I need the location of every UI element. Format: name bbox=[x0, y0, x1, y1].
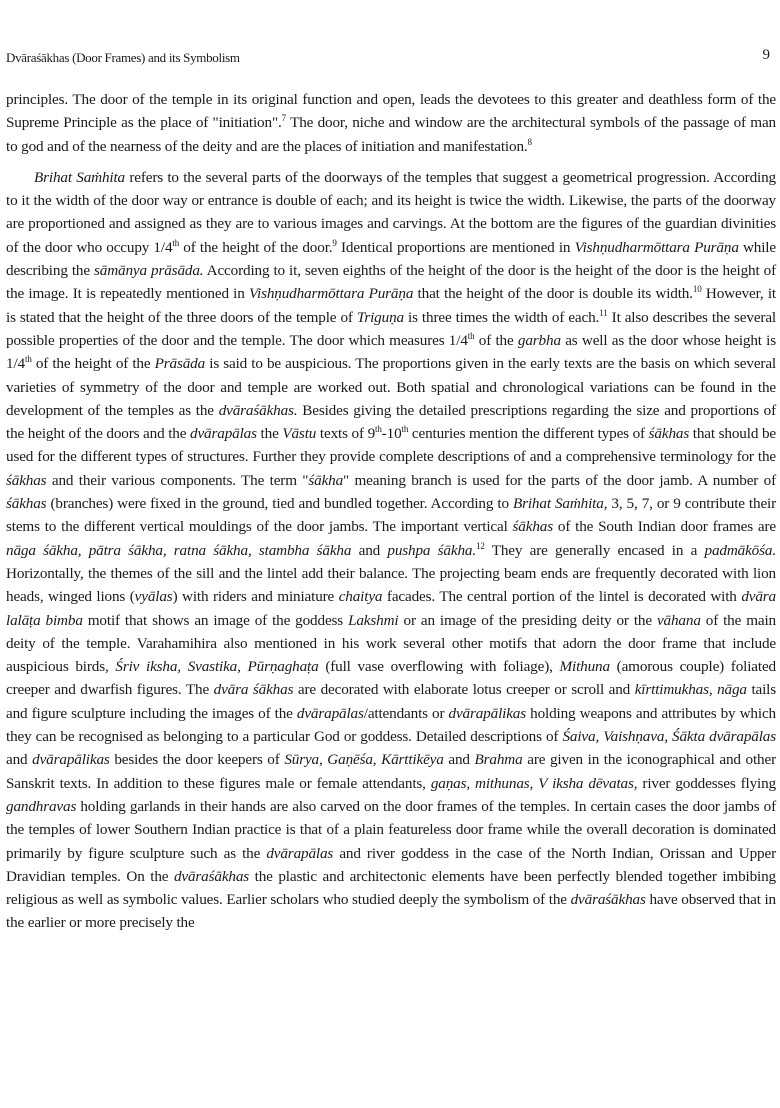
superscript: th bbox=[401, 424, 409, 435]
italic-term: Vāstu bbox=[282, 425, 317, 443]
body-text bbox=[6, 88, 776, 943]
text-run: the bbox=[256, 425, 283, 443]
text-run: The door, niche and window are the architectural symbols of the passage of man to god and of the nearness of the deity and are the places of initiation and manifestation. bbox=[6, 114, 777, 155]
italic-term: dvārapālas bbox=[190, 425, 257, 443]
italic-term: śākhas bbox=[6, 471, 47, 489]
italic-term: Brahma bbox=[474, 751, 523, 769]
italic-term: śākha bbox=[308, 471, 344, 489]
italic-term: chaitya bbox=[338, 588, 383, 606]
text-run: It also describes the several possible properties of the door and the temple. The door which measures 1/4 bbox=[6, 308, 776, 349]
text-run: /attendants or bbox=[363, 704, 449, 722]
superscript: 12 bbox=[476, 540, 485, 551]
italic-term: dvāraśākhas bbox=[570, 891, 646, 909]
italic-term: dvārapālikas bbox=[32, 751, 110, 769]
text-run: and bbox=[6, 751, 33, 769]
paragraph-1 bbox=[6, 88, 776, 158]
italic-term: Brihat Saṁhita bbox=[512, 495, 604, 513]
text-run: Horizontally, the themes of the sill and the lintel add their balance. The projecting beam ends are frequently decorated with lion heads, winged lions ( bbox=[6, 564, 776, 606]
italic-term: kīrttimukhas, nāga bbox=[634, 681, 747, 699]
text-run: , 3, 5, 7, or 9 contribute their stems to the different vertical mouldings of the door jambs. The important vertical bbox=[6, 495, 777, 536]
italic-term: Vishṇudharmōttara Purāṇa bbox=[574, 238, 739, 256]
text-run: of the South Indian door frames are bbox=[553, 518, 776, 536]
italic-term: dvāra lalāṭa bimba bbox=[6, 588, 776, 629]
text-run: They are generally encased in a bbox=[484, 541, 705, 559]
superscript: th bbox=[467, 330, 475, 341]
text-run: is three times the width of each. bbox=[403, 308, 600, 326]
italic-term: gaṇas, mithunas, V iksha dēvatas, bbox=[430, 774, 638, 792]
italic-term: vyālas bbox=[134, 588, 173, 606]
text-run: of the height of the bbox=[31, 355, 155, 373]
text-run: holding weapons and attributes by which they can be recognised as belonging to a particular God or goddess. Detailed descriptions of bbox=[6, 704, 776, 746]
text-run: and bbox=[351, 541, 388, 559]
text-run: (full vase overflowing with foliage), bbox=[318, 658, 560, 676]
text-run: ) with riders and miniature bbox=[172, 588, 339, 606]
text-run: and bbox=[443, 751, 475, 769]
running-header bbox=[6, 47, 770, 70]
text-run: centuries mention the different types of bbox=[408, 425, 649, 443]
superscript: 10 bbox=[692, 284, 702, 295]
text-run: refers to the several parts of the doorways of the temples that suggest a geometrical progression. According to it the width of the door way or entrance is double of each; and its height is twice the width. Likewise, the parts of the doorway are proportioned and assigned as they are to various images and carvings. At the bottom are the figures of the guardian divinities of the door who occupy 1/4 bbox=[6, 168, 776, 256]
text-run: Besides giving the detailed prescriptions regarding the size and proportions of the height of the doors and the bbox=[6, 401, 776, 443]
text-run: and their various components. The term " bbox=[46, 471, 309, 489]
text-run: as well as the door whose height is 1/4 bbox=[6, 331, 776, 373]
italic-term: Triguṇa bbox=[356, 308, 404, 326]
italic-term: Śaiva, Vaishṇava, Śākta dvārapālas bbox=[562, 728, 776, 746]
italic-term: dvāra śākhas bbox=[213, 681, 294, 699]
superscript: 7 bbox=[281, 113, 287, 124]
italic-term: Sūrya, Gaṇēśa, Kārttikēya bbox=[284, 751, 444, 769]
superscript: 8 bbox=[527, 136, 532, 147]
text-run: (amorous couple) foliated creeper and dwarfish figures. The bbox=[6, 658, 776, 699]
superscript: 11 bbox=[599, 307, 608, 318]
text-run: According to it, seven eighths of the height of the door is the height of the door is the height of the image. It is repeatedly mentioned in bbox=[6, 262, 776, 303]
italic-term: Brihat Saṁhita bbox=[34, 168, 125, 186]
running-title: Dvāraśākhas (Door Frames) and its Symbolism bbox=[6, 50, 240, 65]
text-run: besides the door keepers of bbox=[109, 751, 285, 769]
italic-term: Śriv iksha, Svastika, Pūrṇaghaṭa bbox=[115, 658, 319, 676]
italic-term: śākhas bbox=[6, 495, 47, 513]
italic-term: padmākōśa. bbox=[704, 541, 776, 559]
superscript: 9 bbox=[332, 237, 337, 248]
text-run: principles. The door of the temple in its original function and open, leads the devotees to this greater and deathless form of the Supreme Principle as the place of "initiation". bbox=[6, 91, 776, 132]
text-run: while describing the bbox=[6, 238, 776, 280]
italic-term: śākhas bbox=[512, 518, 553, 536]
text-run: are decorated with elaborate lotus creeper or scroll and bbox=[293, 681, 635, 699]
italic-term: Prāsāda bbox=[154, 355, 206, 373]
italic-term: garbha bbox=[517, 331, 561, 349]
page-number: 9 bbox=[762, 47, 770, 63]
text-run: Identical proportions are mentioned in bbox=[336, 238, 575, 256]
text-run: " meaning branch is used for the parts of the door jamb. A number of bbox=[343, 471, 776, 489]
text-run: and river goddess in the case of the North Indian, Orissan and Upper Dravidian temples. On the bbox=[6, 844, 776, 885]
text-run: (branches) were fixed in the ground, tied and bundled together. According to bbox=[46, 495, 513, 513]
superscript: th bbox=[172, 237, 180, 248]
text-run: are given in the iconographical and other Sanskrit texts. In addition to these figures male or female attendants, bbox=[6, 751, 776, 792]
italic-term: dvāraśākhas bbox=[173, 867, 250, 885]
text-run: -10 bbox=[381, 425, 402, 443]
text-run: of the bbox=[474, 331, 518, 349]
text-run: However, it is stated that the height of the three doors of the temple of bbox=[6, 285, 776, 326]
italic-term: dvāraśākhas. bbox=[218, 401, 298, 419]
text-run: motif that shows an image of the goddess bbox=[82, 611, 349, 629]
text-run: is said to be auspicious. The proportions given in the early texts are the basis on which several varieties of symmetry of the door and temple are worked out. Both spatial and chronological variations can be found in the development of the temples as the bbox=[6, 355, 776, 419]
italic-term: nāga śākha, pātra śākha, ratna śākha, stambha śākha bbox=[6, 541, 352, 559]
text-run: of the height of the door. bbox=[179, 238, 333, 256]
text-run: of the main deity of the temple. Varahamihira also mentioned in his work several other motifs that adorn the door frame that include auspicious birds, bbox=[6, 611, 776, 676]
italic-term: vāhana bbox=[656, 611, 701, 629]
italic-term: Lakshmi bbox=[348, 611, 399, 629]
text-run: tails and figure sculpture including the images of the bbox=[6, 681, 777, 722]
italic-term: gandhravas bbox=[6, 797, 77, 815]
superscript: th bbox=[24, 354, 32, 365]
italic-term: sāmānya prāsāda. bbox=[94, 262, 204, 280]
italic-term: dvārapālas bbox=[296, 704, 364, 722]
text-run: or an image of the presiding deity or the bbox=[398, 611, 657, 629]
paragraph-2 bbox=[6, 166, 776, 935]
text-run: holding garlands in their hands are also carved on the door frames of the temples. In certain cases the door jambs of the temples of lower Southern Indian practice is that of a plain featureless door frame while the overall decoration is dominated primarily by figure sculpture such as the bbox=[6, 797, 776, 862]
italic-term: Mithuna bbox=[559, 658, 610, 676]
text-run: texts of 9 bbox=[316, 425, 376, 443]
text-run: facades. The central portion of the lintel is decorated with bbox=[382, 588, 742, 606]
text-run: the plastic and architectonic elements have been perfectly blended together imbibing religious as well as symbolic values. Earlier scholars who studied deeply the symbolism of the bbox=[6, 867, 776, 909]
text-run: that should be used for the different types of structures. Further they provide complete descriptions of and a comprehensive terminology for the bbox=[6, 425, 776, 466]
text-run: river goddesses flying bbox=[637, 774, 776, 792]
text-run: have observed that in the earlier or more precisely the bbox=[6, 891, 776, 932]
italic-term: pushpa śākha. bbox=[387, 541, 476, 559]
italic-term: Vishṇudharmōttara Purāṇa bbox=[249, 285, 414, 303]
superscript: th bbox=[375, 424, 382, 435]
text-run: that the height of the door is double its width. bbox=[413, 285, 693, 303]
italic-term: dvārapālas bbox=[266, 844, 334, 862]
italic-term: śākhas bbox=[648, 425, 690, 443]
italic-term: dvārapālikas bbox=[448, 704, 527, 722]
